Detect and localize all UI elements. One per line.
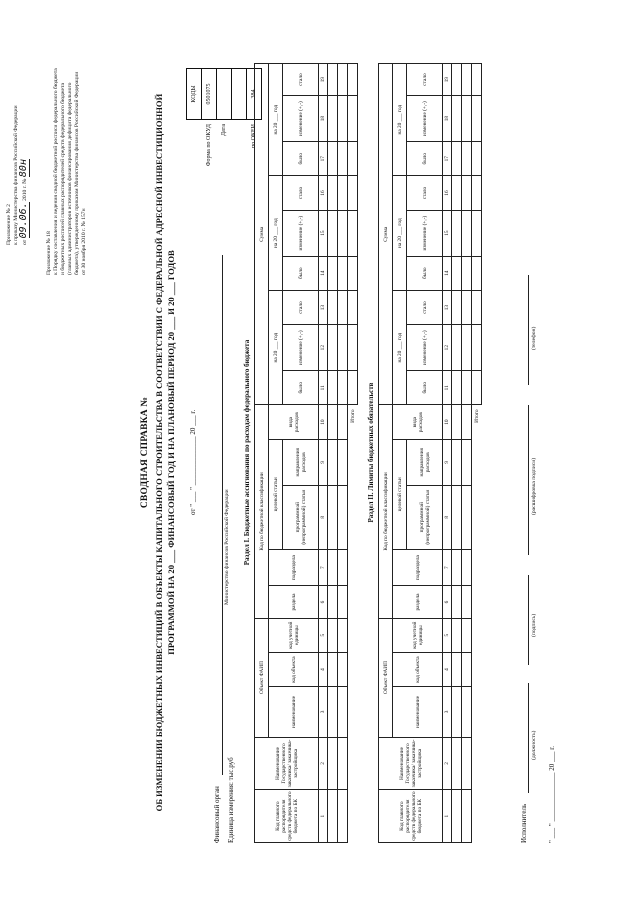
approval-number-handwritten: 80н: [18, 159, 29, 178]
col-number: 15: [319, 210, 328, 256]
th-main-manager: Код главного распорядителя средств федерального бюджета по БК: [379, 790, 443, 843]
table-row: [452, 64, 462, 843]
th-year-2: на 20 ___ год: [269, 176, 283, 291]
col-number: 18: [319, 96, 328, 142]
col-number: 1: [319, 790, 328, 843]
th-subsection: подраздела: [393, 549, 443, 586]
date-value: [217, 69, 232, 120]
th-year-2: на 20 ___ год: [393, 176, 407, 291]
section-2-title: Раздел II. Лимиты бюджетных обязательств: [367, 382, 375, 523]
approval-line-1: Приложение № 2: [6, 204, 12, 245]
doc-title: СВОДНАЯ СПРАВКА №: [140, 396, 150, 509]
col-number: 14: [319, 256, 328, 290]
th-was: было: [283, 256, 319, 290]
th-direction: направления расходов: [283, 439, 319, 485]
okei-value: 384: [247, 69, 262, 120]
doc-title-line-2: ОБ ИЗМЕНЕНИИ БЮДЖЕТНЫХ ИНВЕСТИЦИЙ В ОБЪЕКТЫ КАПИТАЛЬНОГО СТРОИТЕЛЬСТВА В СООТВЕТСТВИИ С ФЕДЕРАЛЬНОЙ АДРЕСНОЙ ИНВЕСТИЦИОННОЙ: [154, 93, 164, 812]
col-number: 16: [443, 176, 452, 210]
th-obj-code: код объекта: [269, 652, 319, 686]
th-change: изменение (+,-): [407, 96, 443, 142]
col-number: 11: [319, 371, 328, 405]
th-target: целевой статьи: [393, 439, 407, 549]
appendix-line-6: от 30 ноября 2010 г. № 157н: [81, 208, 87, 275]
th-was: было: [407, 142, 443, 176]
th-obj-code: код объекта: [393, 652, 443, 686]
signature-caption: (подпись): [531, 613, 537, 637]
number-row: [443, 64, 452, 843]
doc-date-line: от " ___ " ______________ 20 ___ г.: [189, 409, 197, 515]
col-number: 7: [319, 549, 328, 586]
decoding-caption: (расшифровка подписи): [531, 457, 537, 515]
total-label: Итого: [348, 405, 358, 737]
col-number: 10: [443, 405, 452, 439]
th-sum: Сумма: [379, 64, 393, 405]
th-became: стало: [283, 64, 319, 96]
th-change: изменение (+,-): [283, 96, 319, 142]
footer-date: " ___ " ______________ 20 ___ г.: [548, 745, 556, 843]
col-number: 2: [443, 737, 452, 790]
decoding-line: [528, 405, 529, 555]
table-row: [328, 64, 338, 843]
th-faip: Объект ФАИП: [255, 618, 269, 737]
th-obj-name: наименование: [269, 687, 319, 737]
th-expense-type: вида расходов: [393, 405, 443, 439]
col-number: 11: [443, 371, 452, 405]
total-row: [348, 64, 358, 843]
th-section: раздела: [269, 586, 319, 618]
col-number: 16: [319, 176, 328, 210]
th-program: программной (непрограммной) статьи: [283, 485, 319, 549]
th-faip: Объект ФАИП: [379, 618, 393, 737]
th-target: целевой статьи: [269, 439, 283, 549]
table-row: [338, 64, 348, 843]
th-year-1: на 20 ___ год: [269, 290, 283, 405]
th-year-3: на 20 ___ год: [393, 64, 407, 176]
signature-line: [528, 575, 529, 665]
col-number: 5: [319, 618, 328, 652]
col-number: 8: [319, 485, 328, 549]
appendix-line-1: Приложение № 18: [46, 231, 52, 275]
section-1-title: Раздел I. Бюджетные ассигнования по расходам федерального бюджета: [243, 339, 251, 566]
th-was: было: [283, 371, 319, 405]
th-became: стало: [283, 176, 319, 210]
col-number: 15: [443, 210, 452, 256]
col-number: 13: [443, 290, 452, 324]
th-main-manager: Код главного распорядителя средств федерального бюджета по БК: [255, 790, 319, 843]
th-obj-name: наименование: [393, 687, 443, 737]
col-number: 10: [319, 405, 328, 439]
approval-date-handwritten: 09.06.: [18, 202, 29, 239]
col-number: 17: [443, 142, 452, 176]
th-program: программной (непрограммной) статьи: [407, 485, 443, 549]
ministry-name: Министерство финансов Российской Федерации: [224, 489, 230, 605]
col-number: 19: [319, 64, 328, 96]
fin-org-label: Финансовый орган: [213, 786, 221, 843]
col-number: 1: [443, 790, 452, 843]
col-number: 18: [443, 96, 452, 142]
th-became: стало: [407, 176, 443, 210]
appendix-line-5: бюджета), утвержденному приказом Министерства финансов Российской Федерации: [74, 71, 80, 275]
codes-header: КОДЫ: [187, 69, 202, 120]
col-number: 17: [319, 142, 328, 176]
th-year-3: на 20 ___ год: [269, 64, 283, 176]
col-number: 12: [443, 325, 452, 371]
approval-line-3: от 09.06. 2010 г. № 80н: [18, 159, 29, 245]
th-direction: направления расходов: [407, 439, 443, 485]
appendix-line-3: и бюджетных росписей главных распорядителей средств федерального бюджета: [60, 82, 66, 275]
th-customer: Наименование Государственного заказчика/ заказчика- застройщика: [379, 737, 443, 790]
table-section-2: [378, 63, 482, 843]
th-sum: Сумма: [255, 64, 269, 405]
okud-value: 0501075: [202, 69, 217, 120]
position-caption: (должность): [531, 730, 537, 760]
col-number: 19: [443, 64, 452, 96]
th-bk: Код по бюджетной классификации: [255, 405, 269, 618]
th-became: стало: [407, 64, 443, 96]
okud-label: Форма по ОКУД: [206, 124, 212, 167]
th-became: стало: [283, 290, 319, 324]
appendix-line-2: к Порядку составления и ведения сводной бюджетной росписи федерального бюджета: [53, 68, 59, 275]
table-section-1: [254, 63, 358, 843]
th-change: изменение (+,-): [283, 325, 319, 371]
col-number: 14: [443, 256, 452, 290]
th-became: стало: [407, 290, 443, 324]
phone-line: [528, 275, 529, 385]
fin-org-line: [222, 255, 223, 775]
total-label: Итого: [472, 405, 482, 737]
position-line: [528, 683, 529, 793]
number-row: [319, 64, 328, 843]
total-row: [472, 64, 482, 843]
th-change: изменение (+,-): [407, 325, 443, 371]
col-number: 6: [443, 586, 452, 618]
col-number: 3: [319, 687, 328, 737]
th-unit-code: код учетной единицы: [269, 618, 319, 652]
th-expense-type: вида расходов: [269, 405, 319, 439]
th-customer: Наименование Государственного заказчика/ заказчика- застройщика: [255, 737, 319, 790]
col-number: 9: [443, 439, 452, 485]
appendix-line-4: (главных администраторов источников финансирования дефицита федерального: [67, 82, 73, 275]
th-bk: Код по бюджетной классификации: [379, 405, 393, 618]
col-number: 13: [319, 290, 328, 324]
th-was: было: [283, 142, 319, 176]
th-change: изменение (+,-): [283, 210, 319, 256]
executor-label: Исполнитель: [520, 803, 528, 843]
th-was: было: [407, 371, 443, 405]
table-row: [462, 64, 472, 843]
unit-label: Единица измерения: тыс.руб: [227, 757, 235, 843]
col-number: 5: [443, 618, 452, 652]
col-number: 3: [443, 687, 452, 737]
date-label: Дата: [221, 124, 227, 136]
th-was: было: [407, 256, 443, 290]
col-number: 12: [319, 325, 328, 371]
th-change: изменение (+,-): [407, 210, 443, 256]
th-year-1: на 20 ___ год: [393, 290, 407, 405]
approval-line-2: к приказу Министерства финансов Российской Федерации: [13, 105, 19, 245]
col-number: 6: [319, 586, 328, 618]
col-number: 2: [319, 737, 328, 790]
doc-title-line-3: ПРОГРАММОЙ НА 20 ___ ФИНАНСОВЫЙ ГОД И НА ПЛАНОВЫЙ ПЕРИОД 20 ___ И 20 ___ ГОДОВ: [166, 250, 176, 655]
col-number: 4: [319, 652, 328, 686]
phone-caption: (телефон): [531, 326, 537, 350]
th-unit-code: код учетной единицы: [393, 618, 443, 652]
okei-label: по ОКЕИ: [251, 124, 257, 149]
col-number: 4: [443, 652, 452, 686]
col-number: 8: [443, 485, 452, 549]
th-subsection: подраздела: [269, 549, 319, 586]
th-section: раздела: [393, 586, 443, 618]
col-number: 9: [319, 439, 328, 485]
col-number: 7: [443, 549, 452, 586]
